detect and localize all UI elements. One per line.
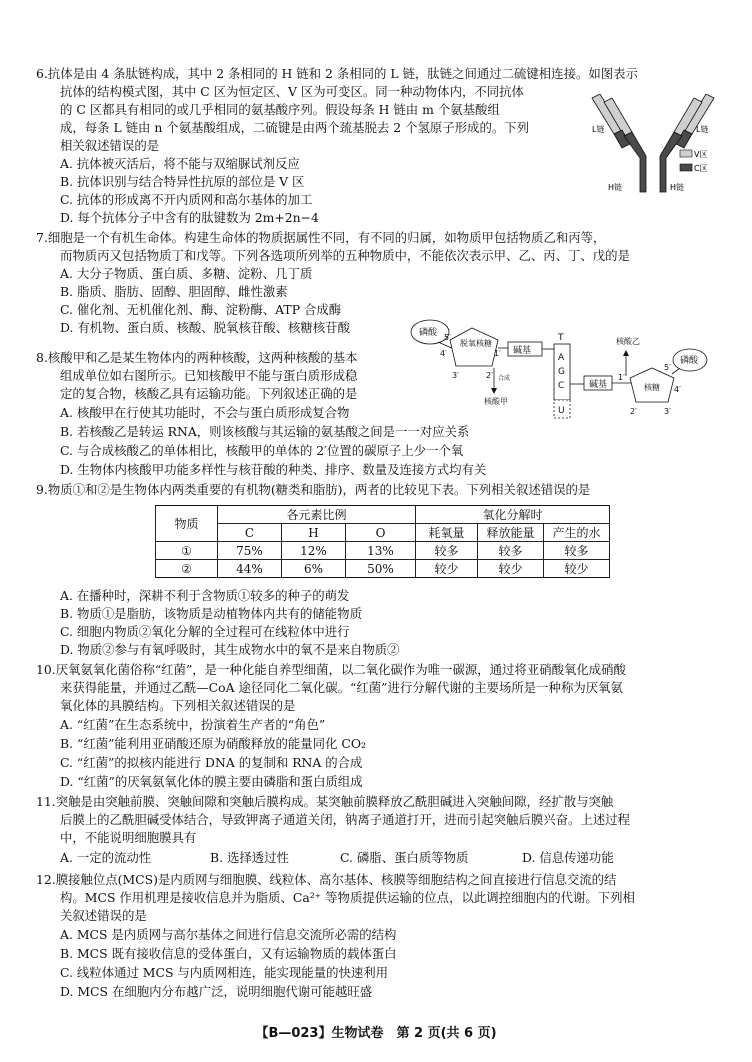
q11-stem-line-2: 后膜上的乙酰胆碱受体结合，导致钾离子通道关闭，钠离子通道打开，进而引起突触后膜兴奋。上述过程 bbox=[60, 812, 630, 827]
left-4-prime: 4′ bbox=[440, 349, 447, 358]
left-5-prime: 5′ bbox=[444, 333, 451, 342]
left-1-prime: 1′ bbox=[494, 349, 501, 358]
q8-stem-line-2: 组成单位如右图所示。已知核酸甲不能与蛋白质形成稳 bbox=[60, 368, 358, 383]
q7-option-d: D. 有机物、蛋白质、核酸、脱氧核苷酸、核糖核苷酸 bbox=[60, 320, 350, 335]
right-3-prime: 3′ bbox=[664, 407, 671, 416]
q8-stem-line-3: 定的复合物，核酸乙具有运输功能。下列叙述正确的是 bbox=[60, 386, 358, 401]
q12-option-b: B. MCS 既有接收信息的受体蛋白，又有运输物质的载体蛋白 bbox=[60, 946, 397, 961]
q12-stem-line-3: 关叙述错误的是 bbox=[60, 908, 147, 923]
base-a: A bbox=[558, 353, 565, 363]
right-5-prime: 5′ bbox=[664, 363, 671, 372]
base-label-left: 碱基 bbox=[513, 346, 532, 356]
q12-stem-line-1: 12.膜接触位点(MCS)是内质网与细胞膜、线粒体、高尔基体、核膜等细胞结构之间直接进行信息交流的结 bbox=[36, 872, 617, 887]
table-cell: 较多 bbox=[416, 542, 478, 560]
q11-option-d: D. 信息传递功能 bbox=[522, 850, 614, 865]
q6-option-d: D. 每个抗体分子中含有的肽键数为 2m+2n−4 bbox=[60, 210, 319, 225]
table-col-oxygen: 耗氧量 bbox=[416, 524, 478, 542]
table-row bbox=[156, 542, 610, 560]
table-col-energy: 释放能量 bbox=[478, 524, 544, 542]
right-4-prime: 4′ bbox=[674, 385, 681, 394]
q10-option-d: D. “红菌”的厌氧氨氧化体的膜主要由磷脂和蛋白质组成 bbox=[60, 774, 363, 789]
q10-stem-line-1: 10.厌氧氨氧化菌俗称“红菌”，是一种化能自养型细菌，以二氧化碳作为唯一碳源，通过将亚硝酸氧化成硝酸 bbox=[36, 662, 626, 677]
table-cell: 较少 bbox=[478, 560, 544, 578]
base-label-right: 碱基 bbox=[589, 380, 608, 390]
q6-option-a: A. 抗体被灭活后，将不能与双缩脲试剂反应 bbox=[60, 156, 300, 171]
base-g: G bbox=[558, 367, 565, 377]
base-u: U bbox=[558, 406, 565, 416]
q12-option-a: A. MCS 是内质网与高尔基体之间进行信息交流所必需的结构 bbox=[60, 927, 397, 942]
table-header-ratio: 各元素比例 bbox=[218, 506, 416, 524]
ribose-label: 核糖 bbox=[644, 383, 660, 392]
q6-option-b: B. 抗体识别与结合特异性抗原的部位是 V 区 bbox=[60, 174, 305, 189]
table-cell: 较少 bbox=[544, 560, 610, 578]
table-col-c: C bbox=[218, 524, 282, 542]
table-cell: 12% bbox=[282, 542, 346, 560]
nucleotide-structure-figure bbox=[408, 318, 708, 430]
q6-stem-line-1: 6.抗体是由 4 条肽链构成，其中 2 条相同的 H 链和 2 条相同的 L 链，肽链之间通过二硫键相连接。如图表示 bbox=[36, 66, 638, 81]
nucleic-b-label: 核酸乙 bbox=[616, 337, 640, 346]
q10-stem-line-2: 来获得能量，并通过乙酰—CoA 途径同化二氧化碳。“红菌”进行分解代谢的主要场所是一种称为厌氧氨 bbox=[60, 680, 623, 695]
antibody-structure-figure bbox=[588, 94, 718, 198]
table-cell: 较多 bbox=[544, 542, 610, 560]
q7-option-c: C. 催化剂、无机催化剂、酶、淀粉酶、ATP 合成酶 bbox=[60, 302, 342, 317]
table-col-water: 产生的水 bbox=[544, 524, 610, 542]
q9-stem: 9.物质①和②是生物体内两类重要的有机物(糖类和脂肪)，两者的比较见下表。下列相关叙述错误的是 bbox=[36, 482, 591, 497]
q8-option-d: D. 生物体内核酸甲功能多样性与核苷酸的种类、排序、数量及连接方式均有关 bbox=[60, 462, 487, 477]
table-cell: ① bbox=[156, 542, 218, 560]
q7-option-a: A. 大分子物质、蛋白质、多糖、淀粉、几丁质 bbox=[60, 266, 313, 281]
q10-option-a: A. “红菌”在生态系统中，扮演着生产者的“角色” bbox=[60, 717, 326, 732]
nucleic-a-label: 核酸甲 bbox=[484, 397, 508, 406]
table-cell: 较多 bbox=[478, 542, 544, 560]
legend-v-label: V区 bbox=[694, 150, 708, 159]
phosphate-left-label: 磷酸 bbox=[419, 328, 438, 338]
q12-stem-line-2: 构。MCS 作用机理是接收信息并为脂质、Ca²⁺ 等物质提供运输的位点，以此调控细胞内的代谢。下列相 bbox=[60, 890, 635, 905]
q10-option-b: B. “红菌”能利用亚硝酸还原为硝酸释放的能量同化 CO₂ bbox=[60, 736, 367, 751]
q8-stem-line-1: 8.核酸甲和乙是某生物体内的两种核酸，这两种核酸的基本 bbox=[36, 350, 358, 365]
legend-c-label: C区 bbox=[694, 164, 708, 173]
table-cell: 13% bbox=[346, 542, 416, 560]
base-t: T bbox=[558, 333, 564, 343]
table-cell: ② bbox=[156, 560, 218, 578]
table-cell: 44% bbox=[218, 560, 282, 578]
q7-stem-line-1: 7.细胞是一个有机生命体。构建生命体的物质据属性不同，有不同的归属，如物质甲包括物质乙和丙等， bbox=[36, 230, 606, 245]
q9-option-c: C. 细胞内物质②氧化分解的全过程可在线粒体中进行 bbox=[60, 624, 350, 639]
q8-option-a: A. 核酸甲在行使其功能时，不会与蛋白质形成复合物 bbox=[60, 405, 350, 420]
synth-label: 合成 bbox=[498, 375, 511, 382]
phosphate-right-label: 磷酸 bbox=[680, 356, 699, 366]
table-col-o: O bbox=[346, 524, 416, 542]
q7-stem-line-2: 而物质丙又包括物质丁和戊等。下列各选项所列举的五种物质中，不能依次表示甲、乙、丙、丁、戊的是 bbox=[60, 248, 630, 263]
substance-comparison-table bbox=[155, 505, 610, 578]
legend-v-swatch bbox=[680, 150, 692, 157]
page-footer: 【B—023】生物试卷 第 2 页(共 6 页) bbox=[255, 1026, 497, 1041]
table-cell: 较少 bbox=[416, 560, 478, 578]
q6-option-c: C. 抗体的形成离不开内质网和高尔基体的加工 bbox=[60, 192, 313, 207]
left-3-prime: 3′ bbox=[452, 371, 459, 380]
table-cell: 50% bbox=[346, 560, 416, 578]
legend-c-swatch bbox=[680, 164, 692, 171]
left-2-prime: 2′ bbox=[486, 371, 493, 380]
q8-option-c: C. 与合成核酸乙的单体相比，核酸甲的单体的 2′位置的碳原子上少一个氧 bbox=[60, 443, 464, 458]
q8-option-b: B. 若核酸乙是转运 RNA，则该核酸与其运输的氨基酸之间是一一对应关系 bbox=[60, 424, 470, 439]
deoxyribose-label: 脱氧核糖 bbox=[460, 339, 492, 348]
right-2-prime: 2′ bbox=[630, 407, 637, 416]
table-row bbox=[156, 560, 610, 578]
q9-option-d: D. 物质②参与有氧呼吸时，其生成物水中的氧不是来自物质② bbox=[60, 642, 400, 657]
q6-stem-line-2: 抗体的结构模式图，其中 C 区为恒定区、V 区为可变区。同一种动物体内，不同抗体 bbox=[60, 84, 524, 99]
h-chain-label-right: H链 bbox=[670, 183, 685, 192]
l-chain-label-right: L链 bbox=[696, 125, 709, 134]
q11-option-a: A. 一定的流动性 bbox=[60, 850, 152, 865]
table-cell: 6% bbox=[282, 560, 346, 578]
right-1-prime: 1′ bbox=[618, 373, 625, 382]
table-header-substance: 物质 bbox=[156, 506, 218, 542]
q7-option-b: B. 脂质、脂肪、固醇、胆固醇、雌性激素 bbox=[60, 284, 288, 299]
q9-option-b: B. 物质①是脂肪，该物质是动植物体内共有的储能物质 bbox=[60, 606, 362, 621]
h-chain-label-left: H链 bbox=[608, 183, 623, 192]
l-chain-label-left: L链 bbox=[592, 125, 605, 134]
q6-stem-line-4: 成，每条 L 链由 n 个氨基酸组成，二硫键是由两个巯基脱去 2 个氢原子形成的。下列 bbox=[60, 120, 530, 135]
table-col-h: H bbox=[282, 524, 346, 542]
q9-option-a: A. 在播种时，深耕不利于含物质①较多的种子的萌发 bbox=[60, 588, 350, 603]
left-h-chain-c bbox=[624, 132, 646, 192]
table-header-oxidation: 氧化分解时 bbox=[416, 506, 610, 524]
q10-option-c: C. “红菌”的拟核内能进行 DNA 的复制和 RNA 的合成 bbox=[60, 755, 363, 770]
q11-option-b: B. 选择透过性 bbox=[210, 850, 289, 865]
table-cell: 75% bbox=[218, 542, 282, 560]
q12-option-c: C. 线粒体通过 MCS 与内质网相连，能实现能量的快速利用 bbox=[60, 965, 389, 980]
q10-stem-line-3: 氧化体的具膜结构。下列相关叙述错误的是 bbox=[60, 698, 296, 713]
q11-stem-line-3: 中，不能说明细胞膜具有 bbox=[60, 830, 197, 845]
q12-option-d: D. MCS 在细胞内分布越广泛，说明细胞代谢可能越旺盛 bbox=[60, 984, 373, 999]
q6-stem-line-3: 的 C 区都具有相同的或几乎相同的氨基酸序列。假设每条 H 链由 m 个氨基酸组 bbox=[60, 102, 500, 117]
base-c: C bbox=[558, 381, 565, 391]
q11-option-c: C. 磷脂、蛋白质等物质 bbox=[340, 850, 469, 865]
q6-stem-line-5: 相关叙述错误的是 bbox=[60, 138, 160, 153]
q11-stem-line-1: 11.突触是由突触前膜、突触间隙和突触后膜构成。某突触前膜释放乙酰胆碱进入突触间隙，经扩散与突触 bbox=[36, 794, 614, 809]
